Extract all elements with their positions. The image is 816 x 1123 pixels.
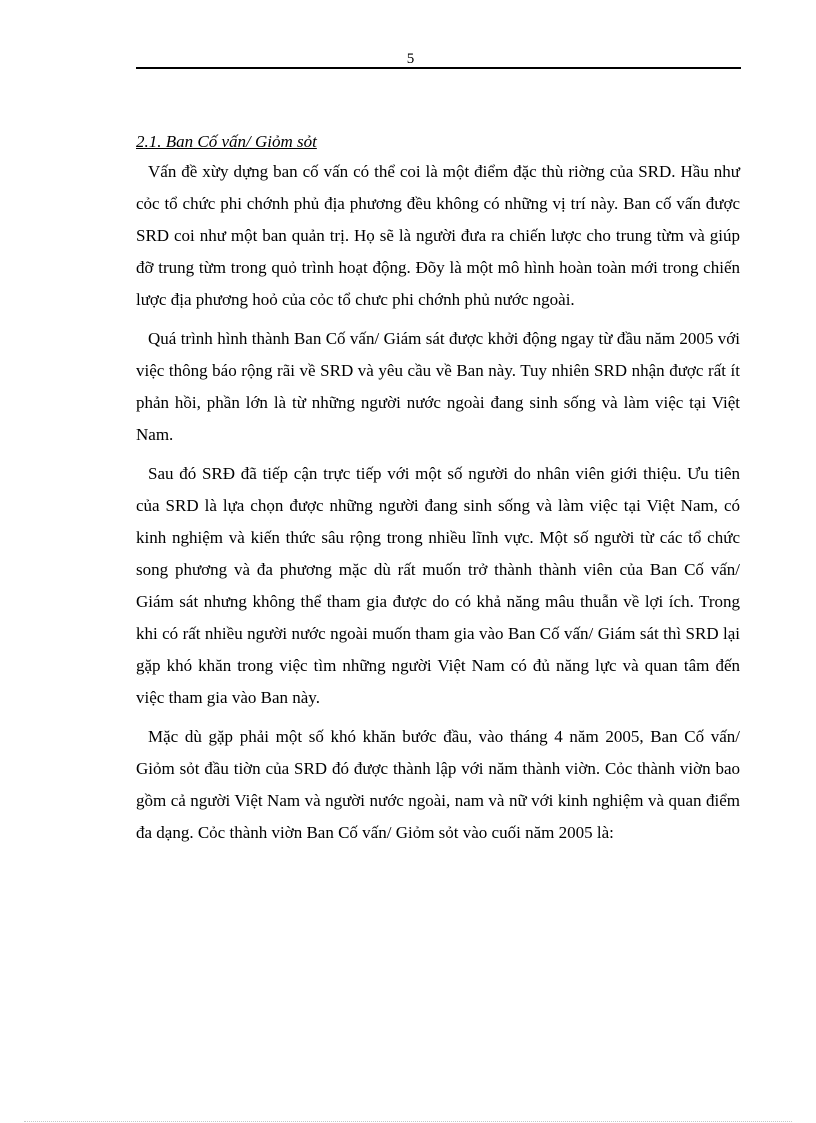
paragraph-establishment: Mặc dù gặp phải một số khó khăn bước đầu, vào tháng 4 năm 2005, Ban Cố vấn/ Giỏm sỏt đầu tiờn của SRD đó được thành lập với năm thành viờn. Cỏc thành viờn bao gồm cả người Việt Nam và người nước ngoài, nam và nữ với kinh nghiệm và quan điểm đa dạng. Cỏc thành viờn Ban Cố vấn/ Giỏm sỏt vào cuối năm 2005 là: — [136, 727, 740, 842]
header-rule — [136, 67, 741, 69]
section-heading: 2.1. Ban Cố vấn/ Giỏm sỏt — [136, 132, 317, 151]
paragraph-advisory-board-concept: Vấn đề xừy dựng ban cố vấn có thể coi là một điểm đặc thù riờng của SRD. Hầu như cỏc tổ chức phi chớnh phủ địa phương đều không có những vị trí này. Ban cố vấn được SRD coi như một ban quản trị. Họ sẽ là người đưa ra chiến lược cho trung từm và giúp đỡ trung từm trong quỏ trình hoạt động. Đõy là một mô hình hoàn toàn mới trong chiến lược địa phương hoỏ của cỏc tổ chưc phi chớnh phủ nước ngoài. — [136, 162, 740, 309]
document-body — [136, 131, 740, 856]
paragraph-formation-process: Quá trình hình thành Ban Cố vấn/ Giám sát được khởi động ngay từ đầu năm 2005 với việc thông báo rộng rãi về SRD và yêu cầu về Ban này. Tuy nhiên SRD nhận được rất ít phản hồi, phần lớn là từ những người nước ngoài đang sinh sống và làm việc tại Việt Nam. — [136, 329, 740, 444]
page-bottom-divider — [24, 1121, 792, 1122]
page-number: 5 — [406, 51, 415, 67]
paragraph-recruitment: Sau đó SRĐ đã tiếp cận trực tiếp với một số người do nhân viên giới thiệu. Ưu tiên của SRD là lựa chọn được những người đang sinh sống và làm việc tại Việt Nam, có kinh nghiệm và kiến thức sâu rộng trong nhiều lĩnh vực. Một số người từ các tổ chức song phương và đa phương mặc dù rất muốn trở thành thành viên của Ban Cố vấn/ Giám sát nhưng không thể tham gia được do có khả năng mâu thuẫn về lợi ích. Trong khi có rất nhiều người nước ngoài muốn tham gia vào Ban Cố vấn/ Giám sát thì SRD lại gặp khó khăn trong việc tìm những người Việt Nam có đủ năng lực và quan tâm đến việc tham gia vào Ban này. — [136, 464, 740, 707]
